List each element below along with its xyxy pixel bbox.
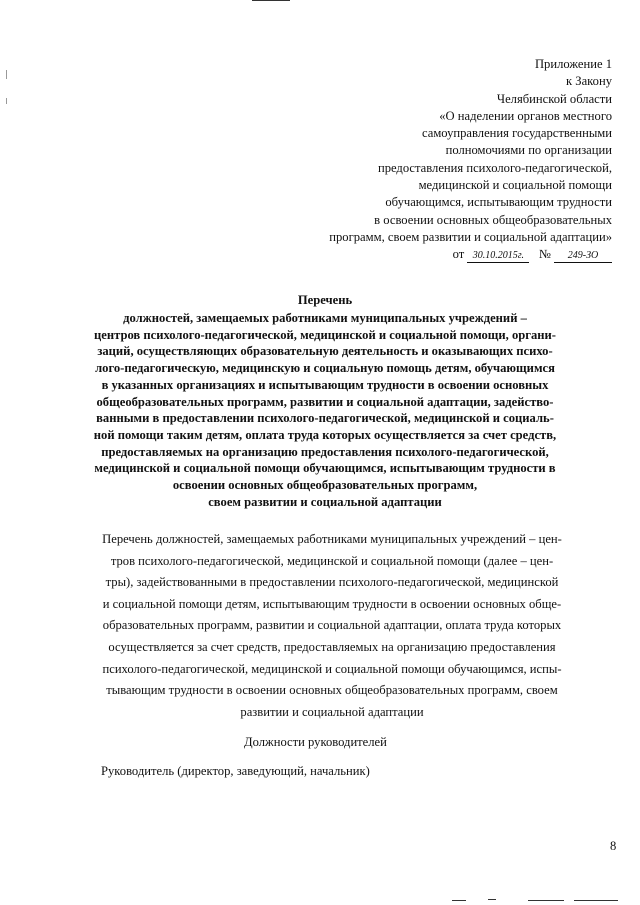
title-line: заций, осуществляющих образовательную деятельность и оказывающих психо- bbox=[97, 344, 553, 359]
title-line: должностей, замещаемых работниками муниципальных учреждений – bbox=[123, 311, 527, 325]
appendix-line: обучающимся, испытывающим трудности bbox=[385, 195, 612, 210]
title-heading: Перечень bbox=[297, 293, 353, 307]
title-line: ной помощи таким детям, оплата труда которых осуществляется за счет средств, bbox=[93, 427, 557, 442]
title-line: освоении основных общеобразовательных программ, bbox=[172, 478, 478, 493]
date-prefix: от bbox=[452, 247, 465, 262]
appendix-line: программ, своем развитии и социальной адаптации» bbox=[329, 229, 612, 244]
title-line: предоставляемых на организацию предоставления психолого-педагогической, bbox=[101, 444, 549, 459]
number-prefix: № bbox=[538, 247, 551, 262]
appendix-line: самоуправления государственными bbox=[421, 126, 612, 141]
intro-line: развитии и социальной адаптации bbox=[240, 704, 424, 719]
appendix-block bbox=[272, 56, 612, 264]
title-line: ванными в предоставлении психолого-педагогической, медицинской и социаль- bbox=[96, 411, 554, 426]
scan-artifact-left-2 bbox=[6, 98, 7, 104]
scan-artifact-bottom-1 bbox=[452, 900, 466, 901]
title-line: центров психолого-педагогической, медицинской и социальной помощи, органи- bbox=[94, 327, 556, 342]
appendix-line: к Закону bbox=[566, 74, 612, 89]
intro-line: тров психолого-педагогической, медицинской и социальной помощи (далее – цен- bbox=[110, 553, 554, 568]
section-heading: Должности руководителей bbox=[244, 735, 387, 749]
appendix-line: в освоении основных общеобразовательных bbox=[374, 212, 612, 227]
appendix-line: предоставления психолого-педагогической, bbox=[377, 160, 612, 175]
intro-line: Перечень должностей, замещаемых работниками муниципальных учреждений – цен- bbox=[102, 532, 562, 546]
appendix-line: полномочиями по организации bbox=[445, 143, 612, 158]
law-number: 249-ЗО bbox=[554, 250, 612, 263]
intro-line: образовательных программ, развитии и социальной адаптации, оплата труда которых bbox=[102, 618, 562, 633]
appendix-line: Челябинской области bbox=[496, 91, 612, 106]
intro-paragraph bbox=[92, 529, 572, 723]
position-item: Руководитель (директор, заведующий, начальник) bbox=[101, 764, 370, 778]
law-reference bbox=[272, 246, 612, 263]
scan-artifact-left-1 bbox=[6, 70, 7, 79]
intro-line: тывающим трудности в освоении основных общеобразовательных программ, своем bbox=[106, 683, 558, 698]
law-date: 30.10.2015г. bbox=[467, 250, 529, 263]
appendix-line: Приложение 1 bbox=[534, 57, 612, 71]
title-line: своем развитии и социальной адаптации bbox=[208, 494, 442, 509]
appendix-line: медицинской и социальной помощи bbox=[418, 178, 612, 193]
title-line: общеобразовательных программ, развитии и социальной адаптации, задейство- bbox=[96, 394, 554, 409]
title-line: медицинской и социальной помощи обучающимся, испытывающим трудности в bbox=[94, 461, 556, 476]
appendix-line: «О наделении органов местного bbox=[439, 108, 612, 123]
scan-artifact-top bbox=[252, 0, 290, 1]
scan-artifact-bottom-4 bbox=[574, 900, 618, 901]
document-title bbox=[60, 292, 590, 510]
page-number: 8 bbox=[610, 839, 617, 853]
scan-artifact-bottom-3 bbox=[528, 900, 564, 901]
intro-line: осуществляется за счет средств, предоставляемых на организацию предоставления bbox=[108, 639, 556, 654]
title-line: лого-педагогическую, медицинскую и социальную помощь детям, обучающимся bbox=[95, 361, 555, 376]
intro-line: и социальной помощи детям, испытывающим трудности в освоении основных обще- bbox=[102, 596, 562, 611]
intro-line: тры), задействованными в предоставлении психолого-педагогической, медицинской bbox=[105, 575, 559, 590]
title-line: в указанных организациях и испытывающим трудности в освоении основных bbox=[101, 377, 549, 392]
intro-line: психолого-педагогической, медицинской и социальной помощи обучающимся, испы- bbox=[102, 661, 562, 676]
scan-artifact-bottom-2 bbox=[488, 899, 496, 900]
